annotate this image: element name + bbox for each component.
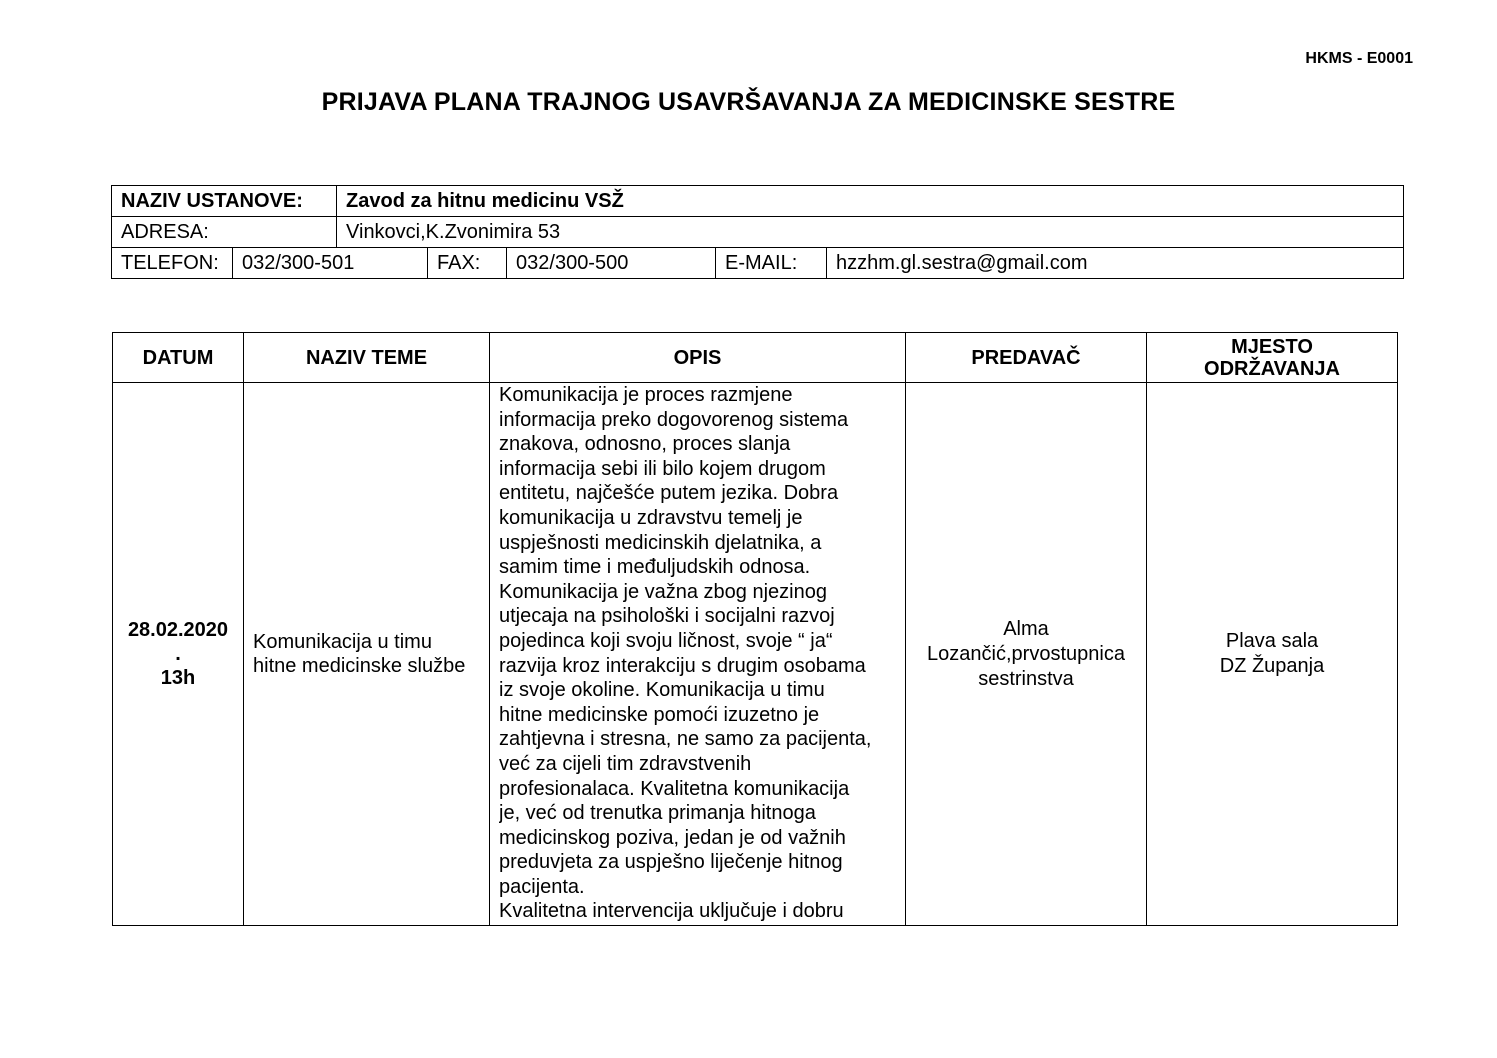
page-title: PRIJAVA PLANA TRAJNOG USAVRŠAVANJA ZA MEDICINSKE SESTRE	[321, 88, 1176, 116]
topic-line: hitne medicinske službe	[253, 655, 466, 677]
address-value: Vinkovci,K.Zvonimira 53	[337, 217, 1404, 248]
fax-label: FAX:	[428, 248, 507, 279]
lecturer-line: sestrinstva	[978, 667, 1074, 690]
description-line: hitne medicinske pomoći izuzetno je	[499, 703, 820, 726]
lecturer-cell	[906, 383, 1147, 926]
fax-value: 032/300-500	[507, 248, 716, 279]
email-label: E-MAIL:	[716, 248, 827, 279]
location-line: Plava sala	[1225, 630, 1319, 652]
phone-value: 032/300-501	[233, 248, 428, 279]
date-separator: .	[175, 643, 181, 665]
description-line: entitetu, najčešće putem jezika. Dobra	[499, 482, 839, 505]
description-line: profesionalaca. Kvalitetna komunikacija	[499, 777, 850, 800]
description-line: utjecaja na psihološki i socijalni razvoj	[499, 605, 835, 628]
description-line: Komunikacija je važna zbog njezinog	[499, 580, 827, 603]
institution-name-row	[112, 186, 1404, 217]
address-label: ADRESA:	[112, 217, 337, 248]
plan-header-row	[113, 333, 1398, 383]
description-line: Kvalitetna intervencija uključuje i dobru	[499, 900, 844, 923]
description-text	[499, 383, 899, 923]
header-lecturer: PREDAVAČ	[906, 333, 1147, 383]
header-location	[1147, 333, 1398, 383]
header-location-line1: MJESTO	[1231, 335, 1313, 358]
description-line: već za cijeli tim zdravstvenih	[499, 752, 752, 775]
date-line: 28.02.2020	[127, 619, 229, 641]
description-line: samim time i međuljudskih odnosa.	[499, 556, 811, 579]
description-line: Komunikacija je proces razmjene	[499, 384, 793, 406]
description-line: zahtjevna i stresna, ne samo za pacijenta,	[499, 728, 872, 751]
description-cell	[490, 383, 906, 926]
description-line: pojedinca koji svoju ličnost, svoje “ ja“	[499, 629, 833, 652]
lecturer-line: Alma	[1003, 617, 1049, 640]
phone-label: TELEFON:	[112, 248, 233, 279]
header-date: DATUM	[113, 333, 244, 383]
header-topic: NAZIV TEME	[244, 333, 490, 383]
description-line: pacijenta.	[499, 875, 585, 898]
description-line: preduvjeta za uspješno liječenje hitnog	[499, 851, 843, 874]
document-code: HKMS - E0001	[1305, 50, 1413, 67]
institution-name-value: Zavod za hitnu medicinu VSŽ	[337, 186, 1404, 217]
email-value: hzzhm.gl.sestra@gmail.com	[827, 248, 1404, 279]
description-line: informacija preko dogovorenog sistema	[499, 408, 849, 431]
education-plan-table	[112, 332, 1398, 926]
header-location-line2: ODRŽAVANJA	[1204, 357, 1340, 380]
location-line: DZ Županja	[1219, 655, 1325, 677]
date-cell	[113, 383, 244, 926]
lecturer-line: Lozančić,prvostupnica	[927, 642, 1125, 665]
topic-line: Komunikacija u timu	[253, 631, 432, 653]
description-line: znakova, odnosno, proces slanja	[499, 433, 791, 456]
topic-cell	[244, 383, 490, 926]
address-row	[112, 217, 1404, 248]
time-line: 13h	[160, 667, 196, 689]
description-line: iz svoje okoline. Komunikacija u timu	[499, 679, 825, 702]
institution-info-table	[111, 185, 1404, 279]
header-description: OPIS	[490, 333, 906, 383]
table-row	[113, 383, 1398, 926]
institution-name-label: NAZIV USTANOVE:	[112, 186, 337, 217]
contact-row	[112, 248, 1404, 279]
description-line: medicinskog poziva, jedan je od važnih	[499, 826, 846, 849]
description-line: uspješnosti medicinskih djelatnika, a	[499, 531, 822, 554]
description-line: informacija sebi ili bilo kojem drugom	[499, 457, 826, 480]
description-line: je, već od trenutka primanja hitnoga	[499, 802, 816, 825]
description-line: razvija kroz interakciju s drugim osobama	[499, 654, 866, 677]
location-cell	[1147, 383, 1398, 926]
description-line: komunikacija u zdravstvu temelj je	[499, 506, 803, 529]
